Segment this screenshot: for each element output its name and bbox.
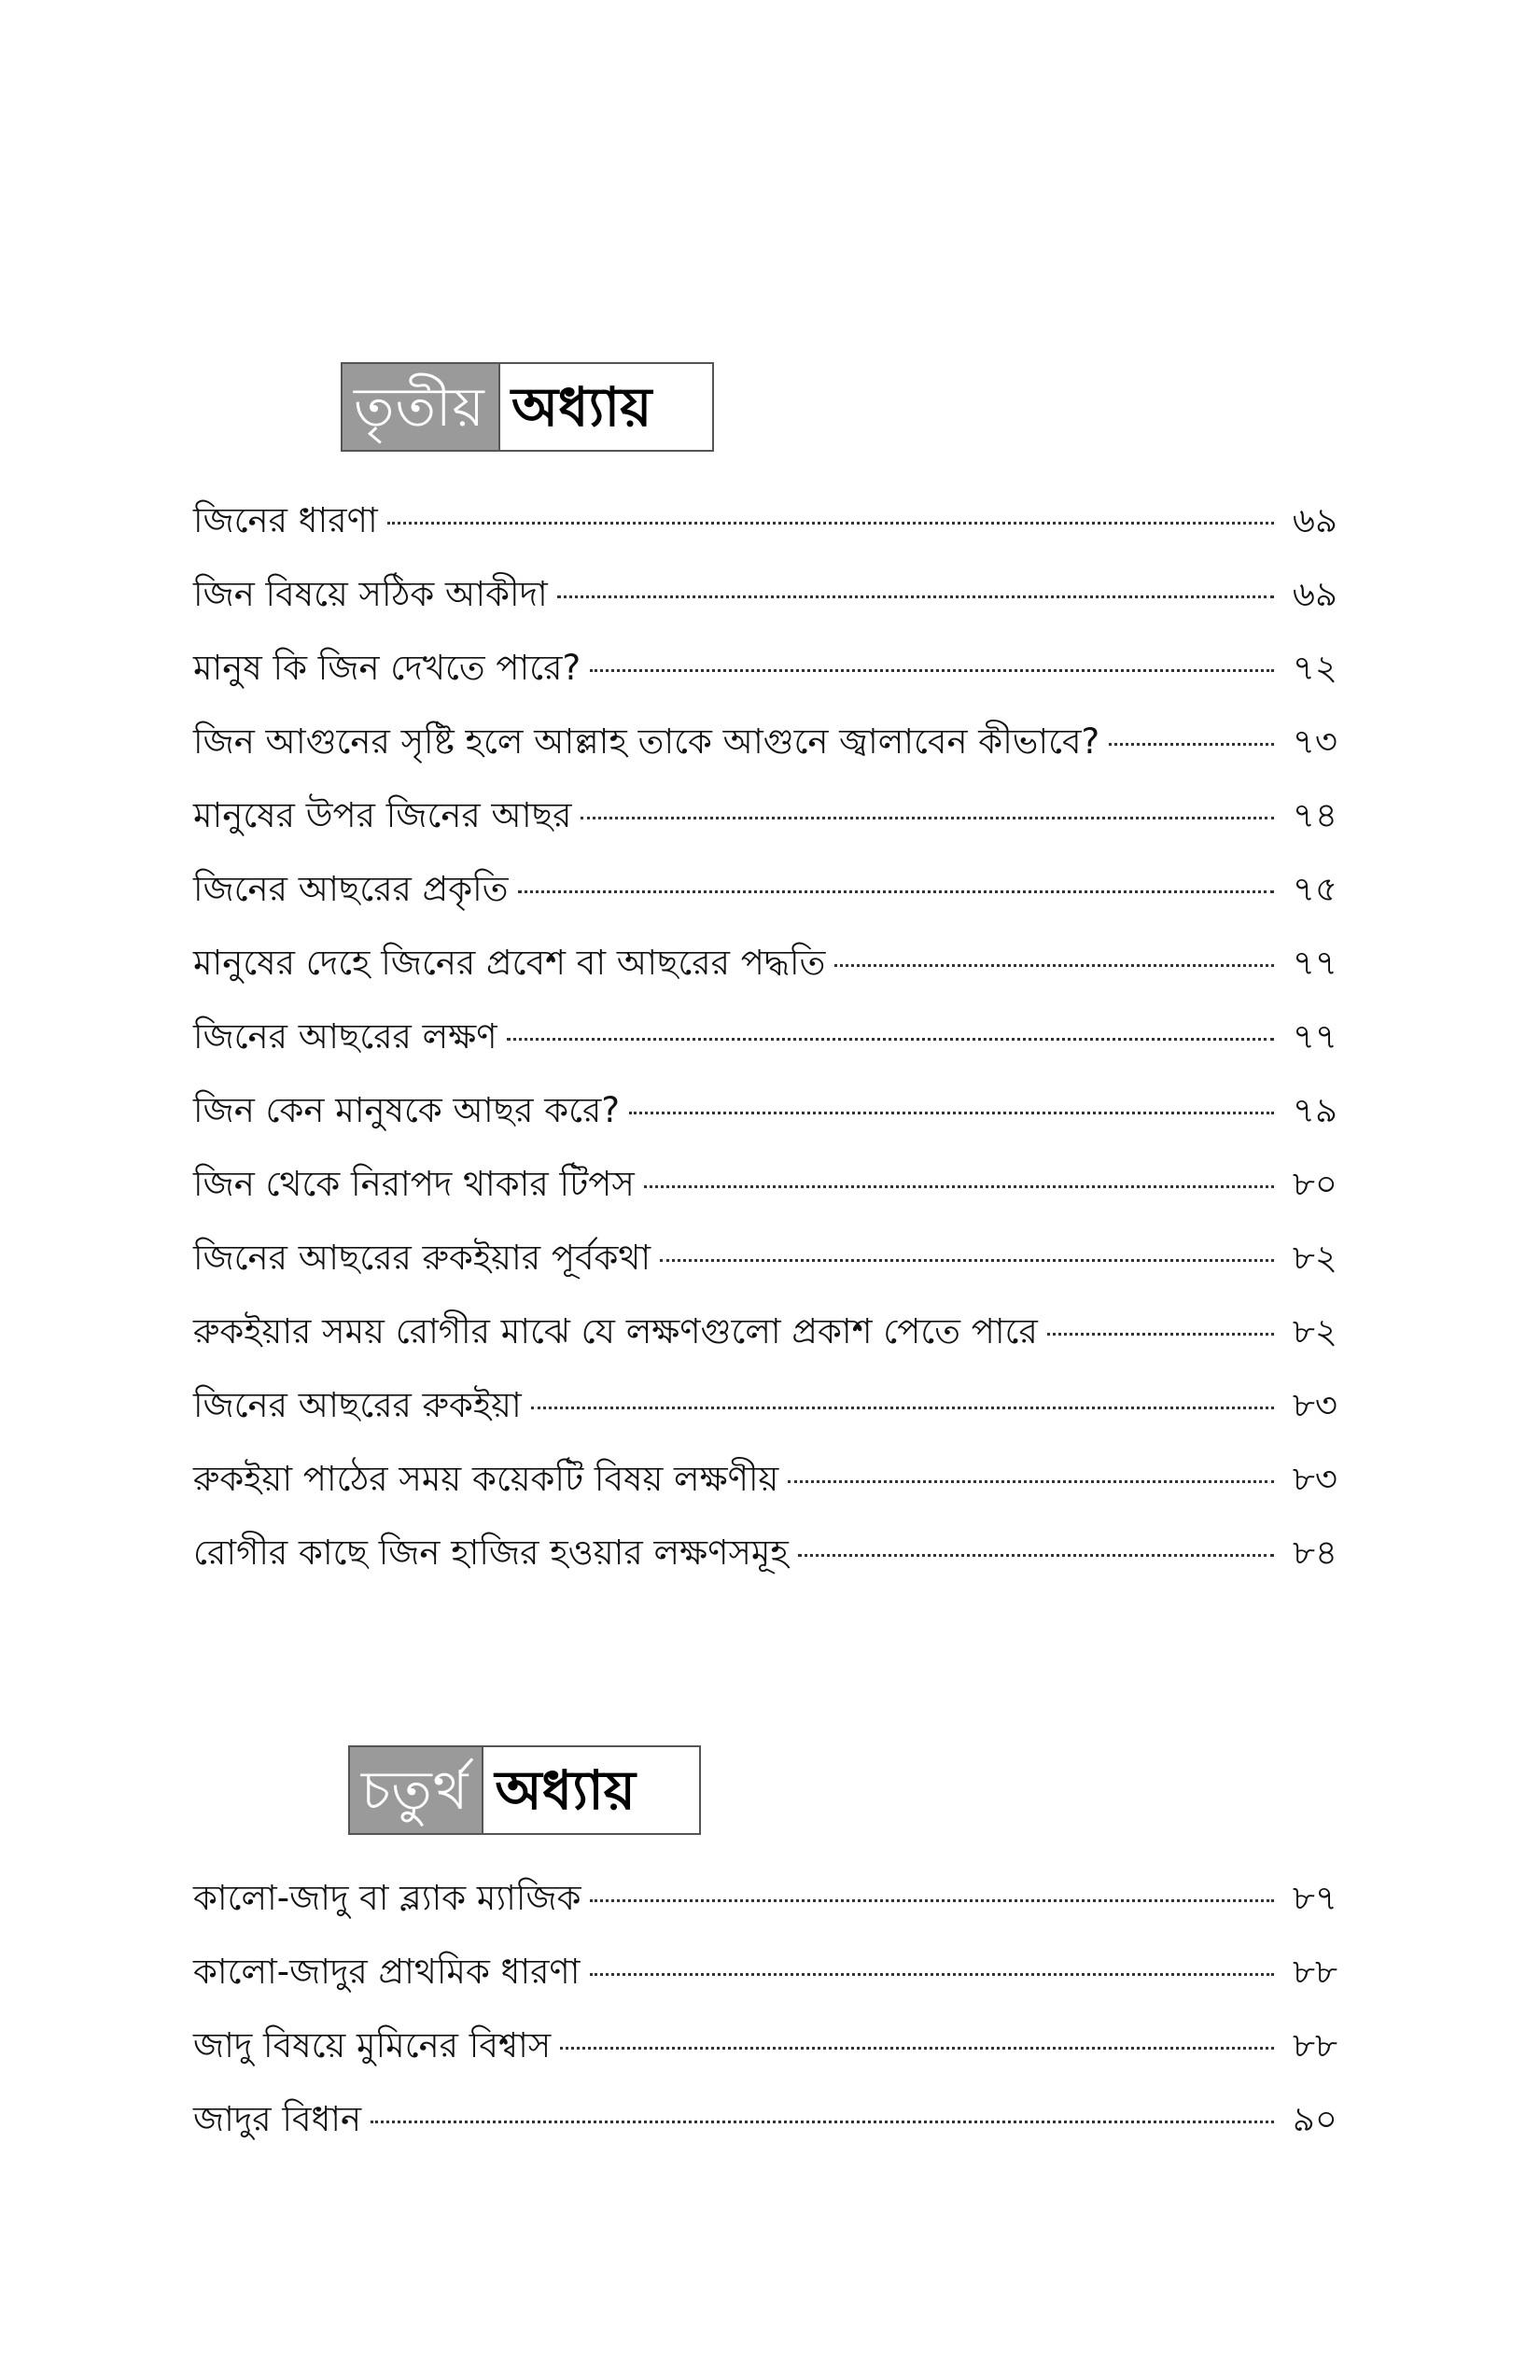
toc-entry-page: ৮২ <box>1292 1238 1337 1278</box>
dot-leader <box>1109 743 1274 746</box>
toc-entry-page: ৬৯ <box>1292 500 1337 540</box>
toc-entry-page: ৭২ <box>1292 648 1337 688</box>
toc-entry[interactable] <box>193 1230 1337 1304</box>
toc-entry-title: জিন বিষয়ে সঠিক আকীদা <box>193 574 548 614</box>
toc-entry[interactable] <box>193 1451 1337 1525</box>
toc-entry[interactable] <box>193 788 1337 861</box>
dot-leader <box>518 890 1274 893</box>
toc-entry[interactable] <box>193 861 1337 935</box>
dot-leader <box>590 1973 1274 1976</box>
toc-entry-page: ৬৯ <box>1292 574 1337 614</box>
toc-entry-title: রুকইয়ার সময় রোগীর মাঝে যে লক্ষণগুলো প্রকাশ পেতে পারে <box>193 1311 1038 1351</box>
dot-leader <box>531 1407 1274 1409</box>
toc-entry[interactable] <box>193 640 1337 714</box>
toc-entry-title: মানুষের দেহে জিনের প্রবেশ বা আছরের পদ্ধতি <box>193 943 826 983</box>
toc-entry[interactable] <box>193 1156 1337 1230</box>
dot-leader <box>590 669 1274 672</box>
toc-entry-title: জাদুর বিধান <box>193 2099 362 2139</box>
dot-leader <box>371 2121 1274 2123</box>
toc-entry-title: জিনের আছরের লক্ষণ <box>193 1016 497 1057</box>
toc-entry[interactable] <box>193 1378 1337 1451</box>
dot-leader <box>788 1480 1274 1483</box>
chapter-4-toc-list <box>193 1870 1337 2165</box>
toc-entry[interactable] <box>193 2018 1337 2092</box>
toc-entry-title: জাদু বিষয়ে মুমিনের বিশ্বাস <box>193 2025 552 2065</box>
chapter-ordinal: তৃতীয় <box>343 364 500 450</box>
toc-entry-title: কালো-জাদু বা ব্ল্যাক ম্যাজিক <box>193 1878 581 1918</box>
toc-entry[interactable] <box>193 1870 1337 1944</box>
chapter-word: অধ্যায় <box>483 1747 649 1833</box>
dot-leader <box>834 964 1274 967</box>
toc-entry-page: ৮৩ <box>1292 1459 1337 1499</box>
toc-entry-title: মানুষ কি জিন দেখতে পারে? <box>193 648 581 688</box>
toc-entry-page: ৯০ <box>1292 2099 1337 2139</box>
toc-entry-title: রুকইয়া পাঠের সময় কয়েকটি বিষয় লক্ষণীয় <box>193 1459 779 1499</box>
toc-entry-page: ৭৩ <box>1292 721 1337 762</box>
dot-leader <box>1047 1333 1274 1336</box>
toc-entry-title: রোগীর কাছে জিন হাজির হওয়ার লক্ষণসমূহ <box>193 1533 789 1573</box>
chapter-4-heading <box>348 1745 701 1835</box>
toc-entry[interactable] <box>193 935 1337 1009</box>
toc-entry[interactable] <box>193 1304 1337 1378</box>
toc-entry-page: ৭৭ <box>1292 943 1337 983</box>
toc-entry[interactable] <box>193 567 1337 640</box>
toc-entry-page: ৮৮ <box>1292 1952 1337 1992</box>
dot-leader <box>507 1038 1274 1041</box>
toc-entry-title: জিন কেন মানুষকে আছর করে? <box>193 1090 620 1130</box>
toc-entry-page: ৮৪ <box>1292 1533 1337 1573</box>
toc-entry-page: ৮৭ <box>1292 1878 1337 1918</box>
dot-leader <box>581 817 1274 819</box>
toc-entry[interactable] <box>193 1083 1337 1156</box>
toc-entry-page: ৮৩ <box>1292 1385 1337 1425</box>
dot-leader <box>660 1259 1274 1262</box>
dot-leader <box>560 2047 1274 2050</box>
toc-entry-title: জিনের আছরের রুকইয়ার পূর্বকথা <box>193 1238 651 1278</box>
chapter-word: অধ্যায় <box>500 364 665 450</box>
toc-entry[interactable] <box>193 2092 1337 2165</box>
toc-entry-page: ৭৫ <box>1292 869 1337 909</box>
toc-entry-title: জিন আগুনের সৃষ্টি হলে আল্লাহ তাকে আগুনে জ্বালাবেন কীভাবে? <box>193 721 1100 762</box>
toc-entry-title: জিনের ধারণা <box>193 500 378 540</box>
dot-leader <box>644 1185 1274 1188</box>
toc-entry-title: জিনের আছরের রুকইয়া <box>193 1385 522 1425</box>
toc-entry-page: ৭৭ <box>1292 1016 1337 1057</box>
chapter-ordinal: চতুর্থ <box>350 1747 483 1833</box>
toc-entry[interactable] <box>193 1009 1337 1083</box>
dot-leader <box>629 1112 1274 1114</box>
chapter-3-toc-list <box>193 493 1337 1599</box>
dot-leader <box>590 1899 1274 1902</box>
toc-entry-page: ৭৯ <box>1292 1090 1337 1130</box>
toc-entry[interactable] <box>193 493 1337 567</box>
dot-leader <box>798 1554 1274 1557</box>
toc-entry[interactable] <box>193 1944 1337 2018</box>
toc-entry-page: ৮৮ <box>1292 2025 1337 2065</box>
toc-entry-page: ৮০ <box>1292 1164 1337 1204</box>
toc-entry-title: জিনের আছরের প্রকৃতি <box>193 869 509 909</box>
toc-entry-title: কালো-জাদুর প্রাথমিক ধারণা <box>193 1952 581 1992</box>
toc-entry-page: ৭৪ <box>1292 795 1337 835</box>
chapter-3-heading <box>341 362 714 452</box>
toc-entry[interactable] <box>193 1525 1337 1599</box>
dot-leader <box>557 595 1274 598</box>
toc-entry-title: মানুষের উপর জিনের আছর <box>193 795 572 835</box>
toc-entry-title: জিন থেকে নিরাপদ থাকার টিপস <box>193 1164 635 1204</box>
toc-entry[interactable] <box>193 714 1337 788</box>
toc-entry-page: ৮২ <box>1292 1311 1337 1351</box>
dot-leader <box>387 522 1274 525</box>
